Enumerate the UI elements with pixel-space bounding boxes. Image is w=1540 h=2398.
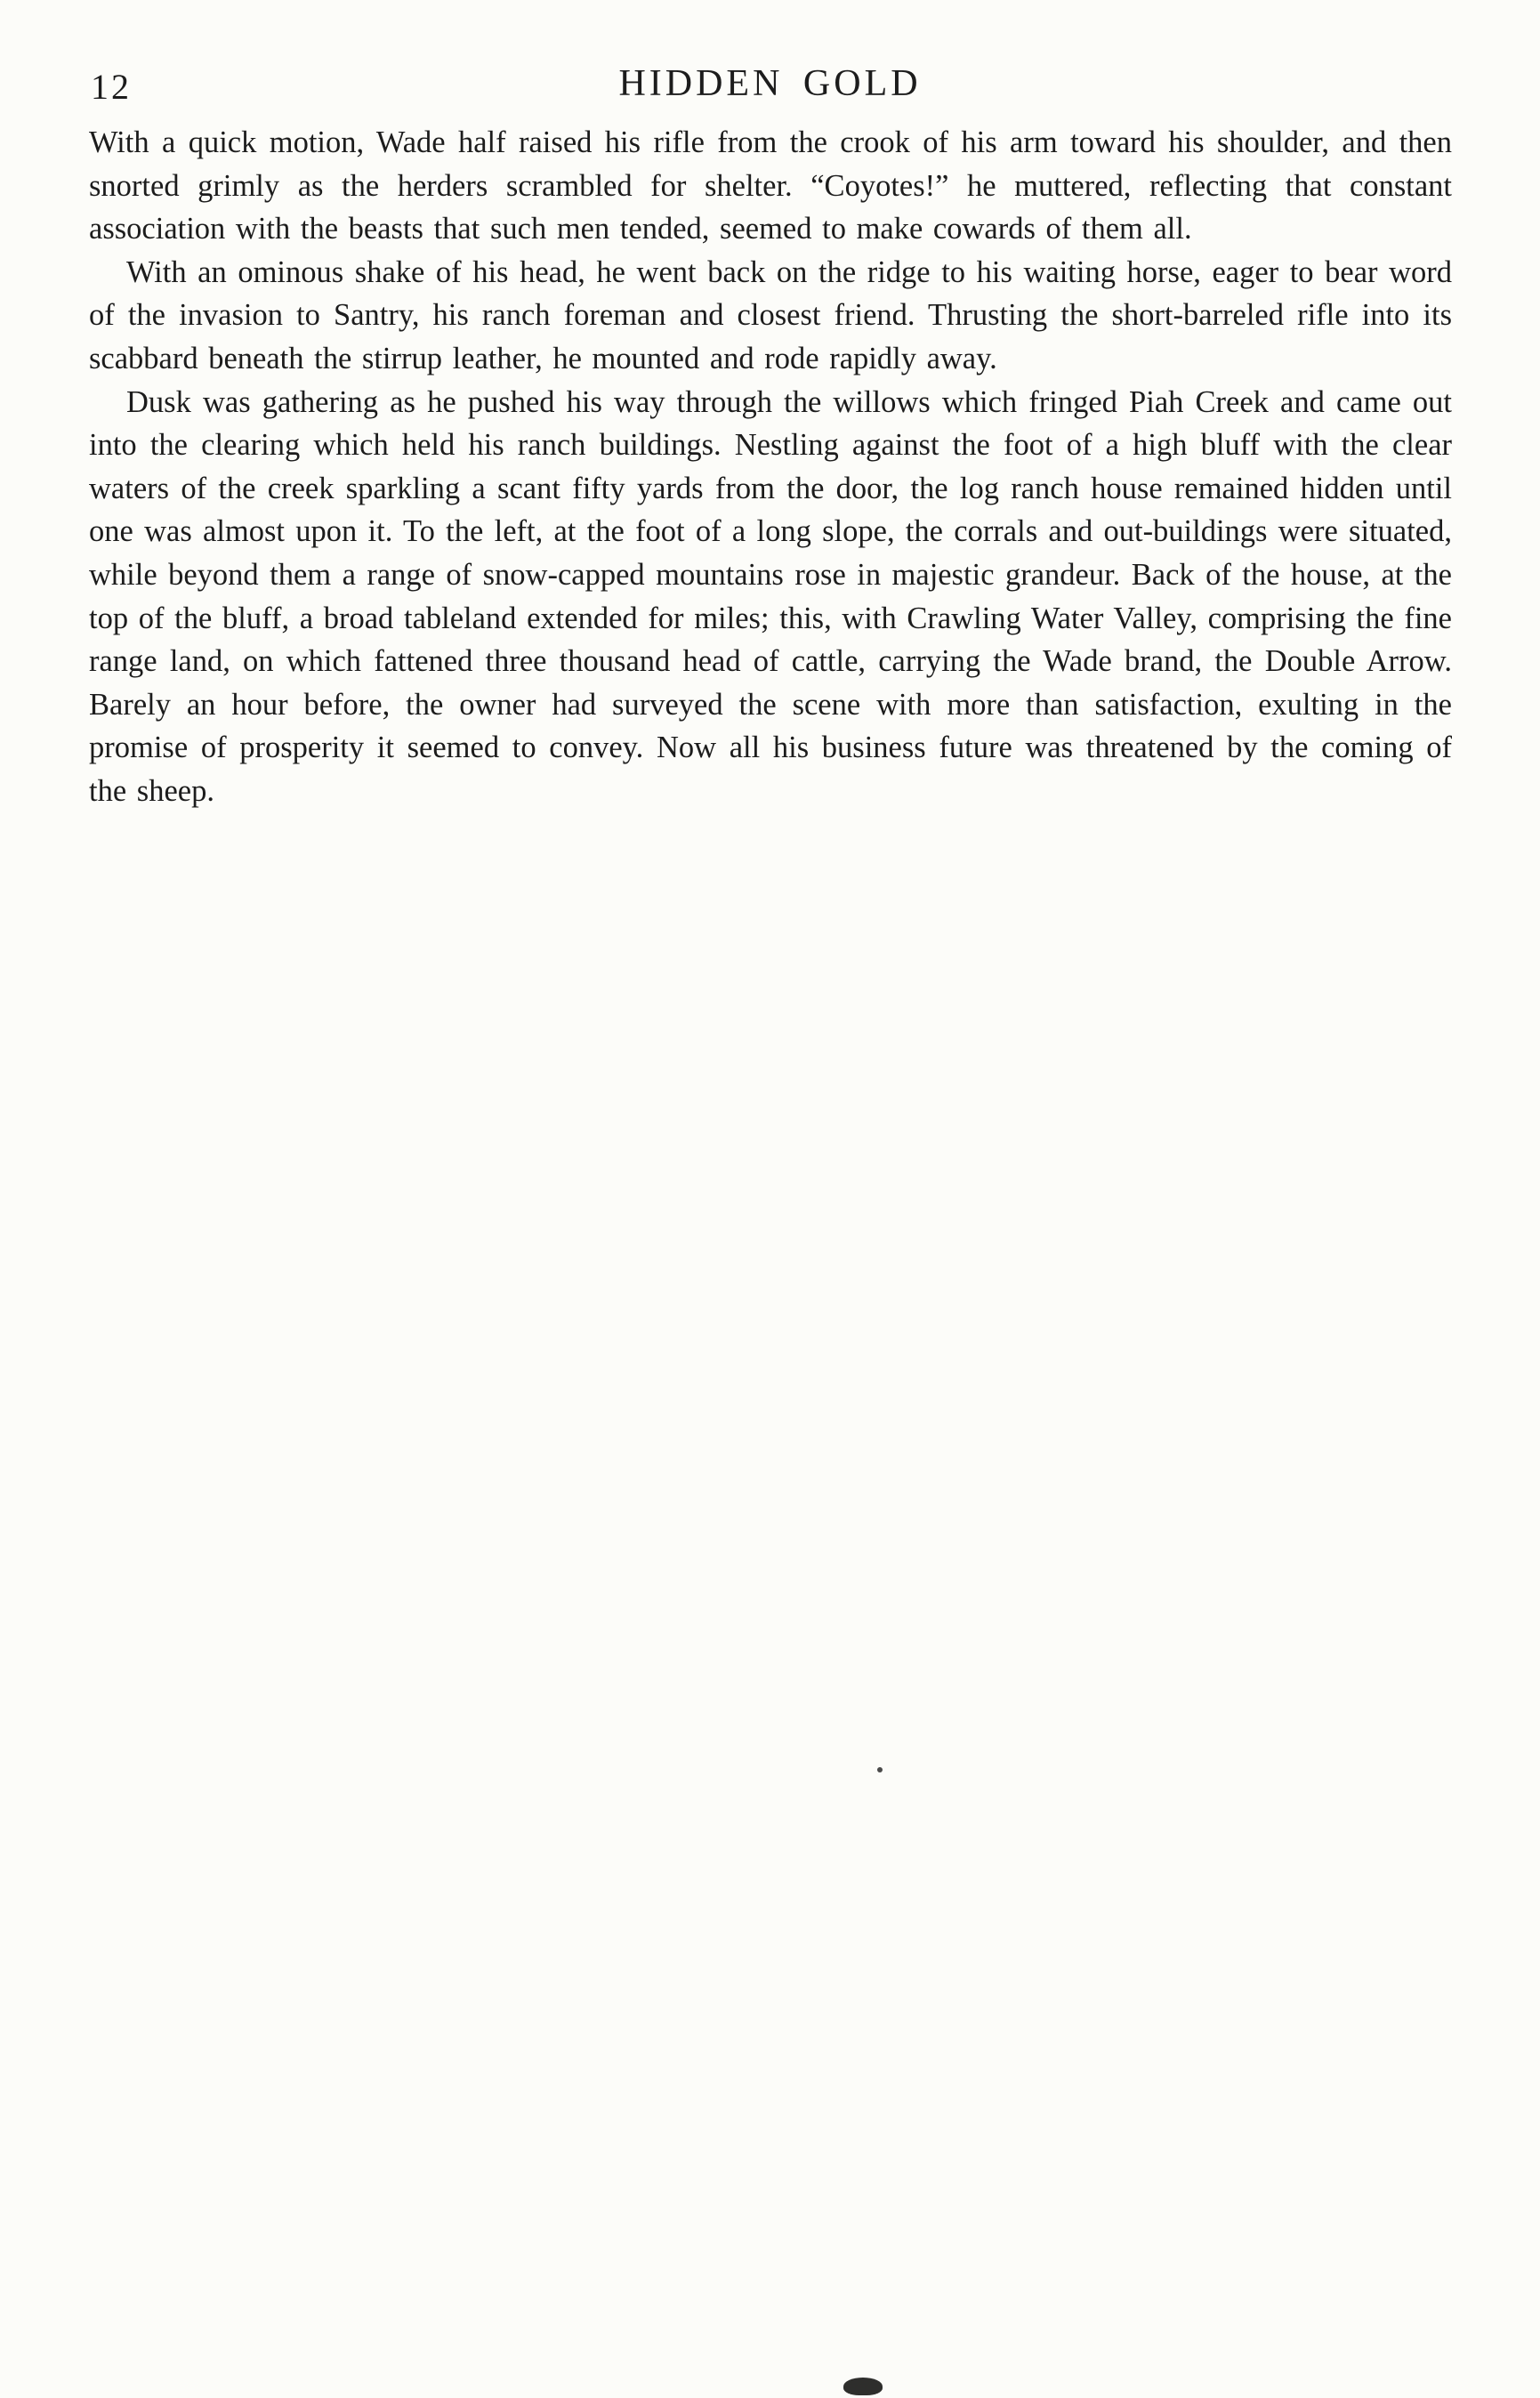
page-number: 12 bbox=[91, 67, 132, 107]
paragraph: With a quick motion, Wade half raised his rifle from the crook of his arm toward his shoulder, and then snorted grimly as the herders scrambled for shelter. “Coyotes!” he muttered, reflecting that constant association with the beasts that such men tended, seemed to make cowards of them all. bbox=[89, 125, 1452, 246]
scan-artifact-dot bbox=[877, 1767, 883, 1772]
paragraph: With an ominous shake of his head, he went back on the ridge to his waiting horse, eager to bear word of the invasion to Santry, his ranch foreman and closest friend. Thrusting the short-barreled rifle into its scabbard beneath the stirrup leather, he mounted and rode rapidly away. bbox=[89, 254, 1452, 375]
page-title: HIDDEN GOLD bbox=[618, 63, 922, 104]
paragraph: Dusk was gathering as he pushed his way through the willows which fringed Piah Creek and came out into the clearing which held his ranch buildings. Nestling against the foot of a high bluff with the clear waters of the creek sparkling a scant fifty yards from the door, the log ranch house remained hidden until one was almost upon it. To the left, at the foot of a long slope, the corrals and out-buildings were situated, while beyond them a range of snow-capped mountains rose in majestic grandeur. Back of the house, at the top of the bluff, a broad tableland extended for miles; this, with Crawling Water Valley, comprising the fine range land, on which fattened three thousand head of cattle, carrying the Wade brand, the Double Arrow. Barely an hour before, the owner had surveyed the scene with more than satisfaction, exulting in the promise of prosperity it seemed to convey. Now all his business future was threatened by the coming of the sheep. bbox=[89, 384, 1452, 808]
body-text bbox=[89, 121, 1452, 813]
running-head bbox=[89, 62, 1451, 112]
scan-artifact-smudge bbox=[843, 2378, 883, 2395]
